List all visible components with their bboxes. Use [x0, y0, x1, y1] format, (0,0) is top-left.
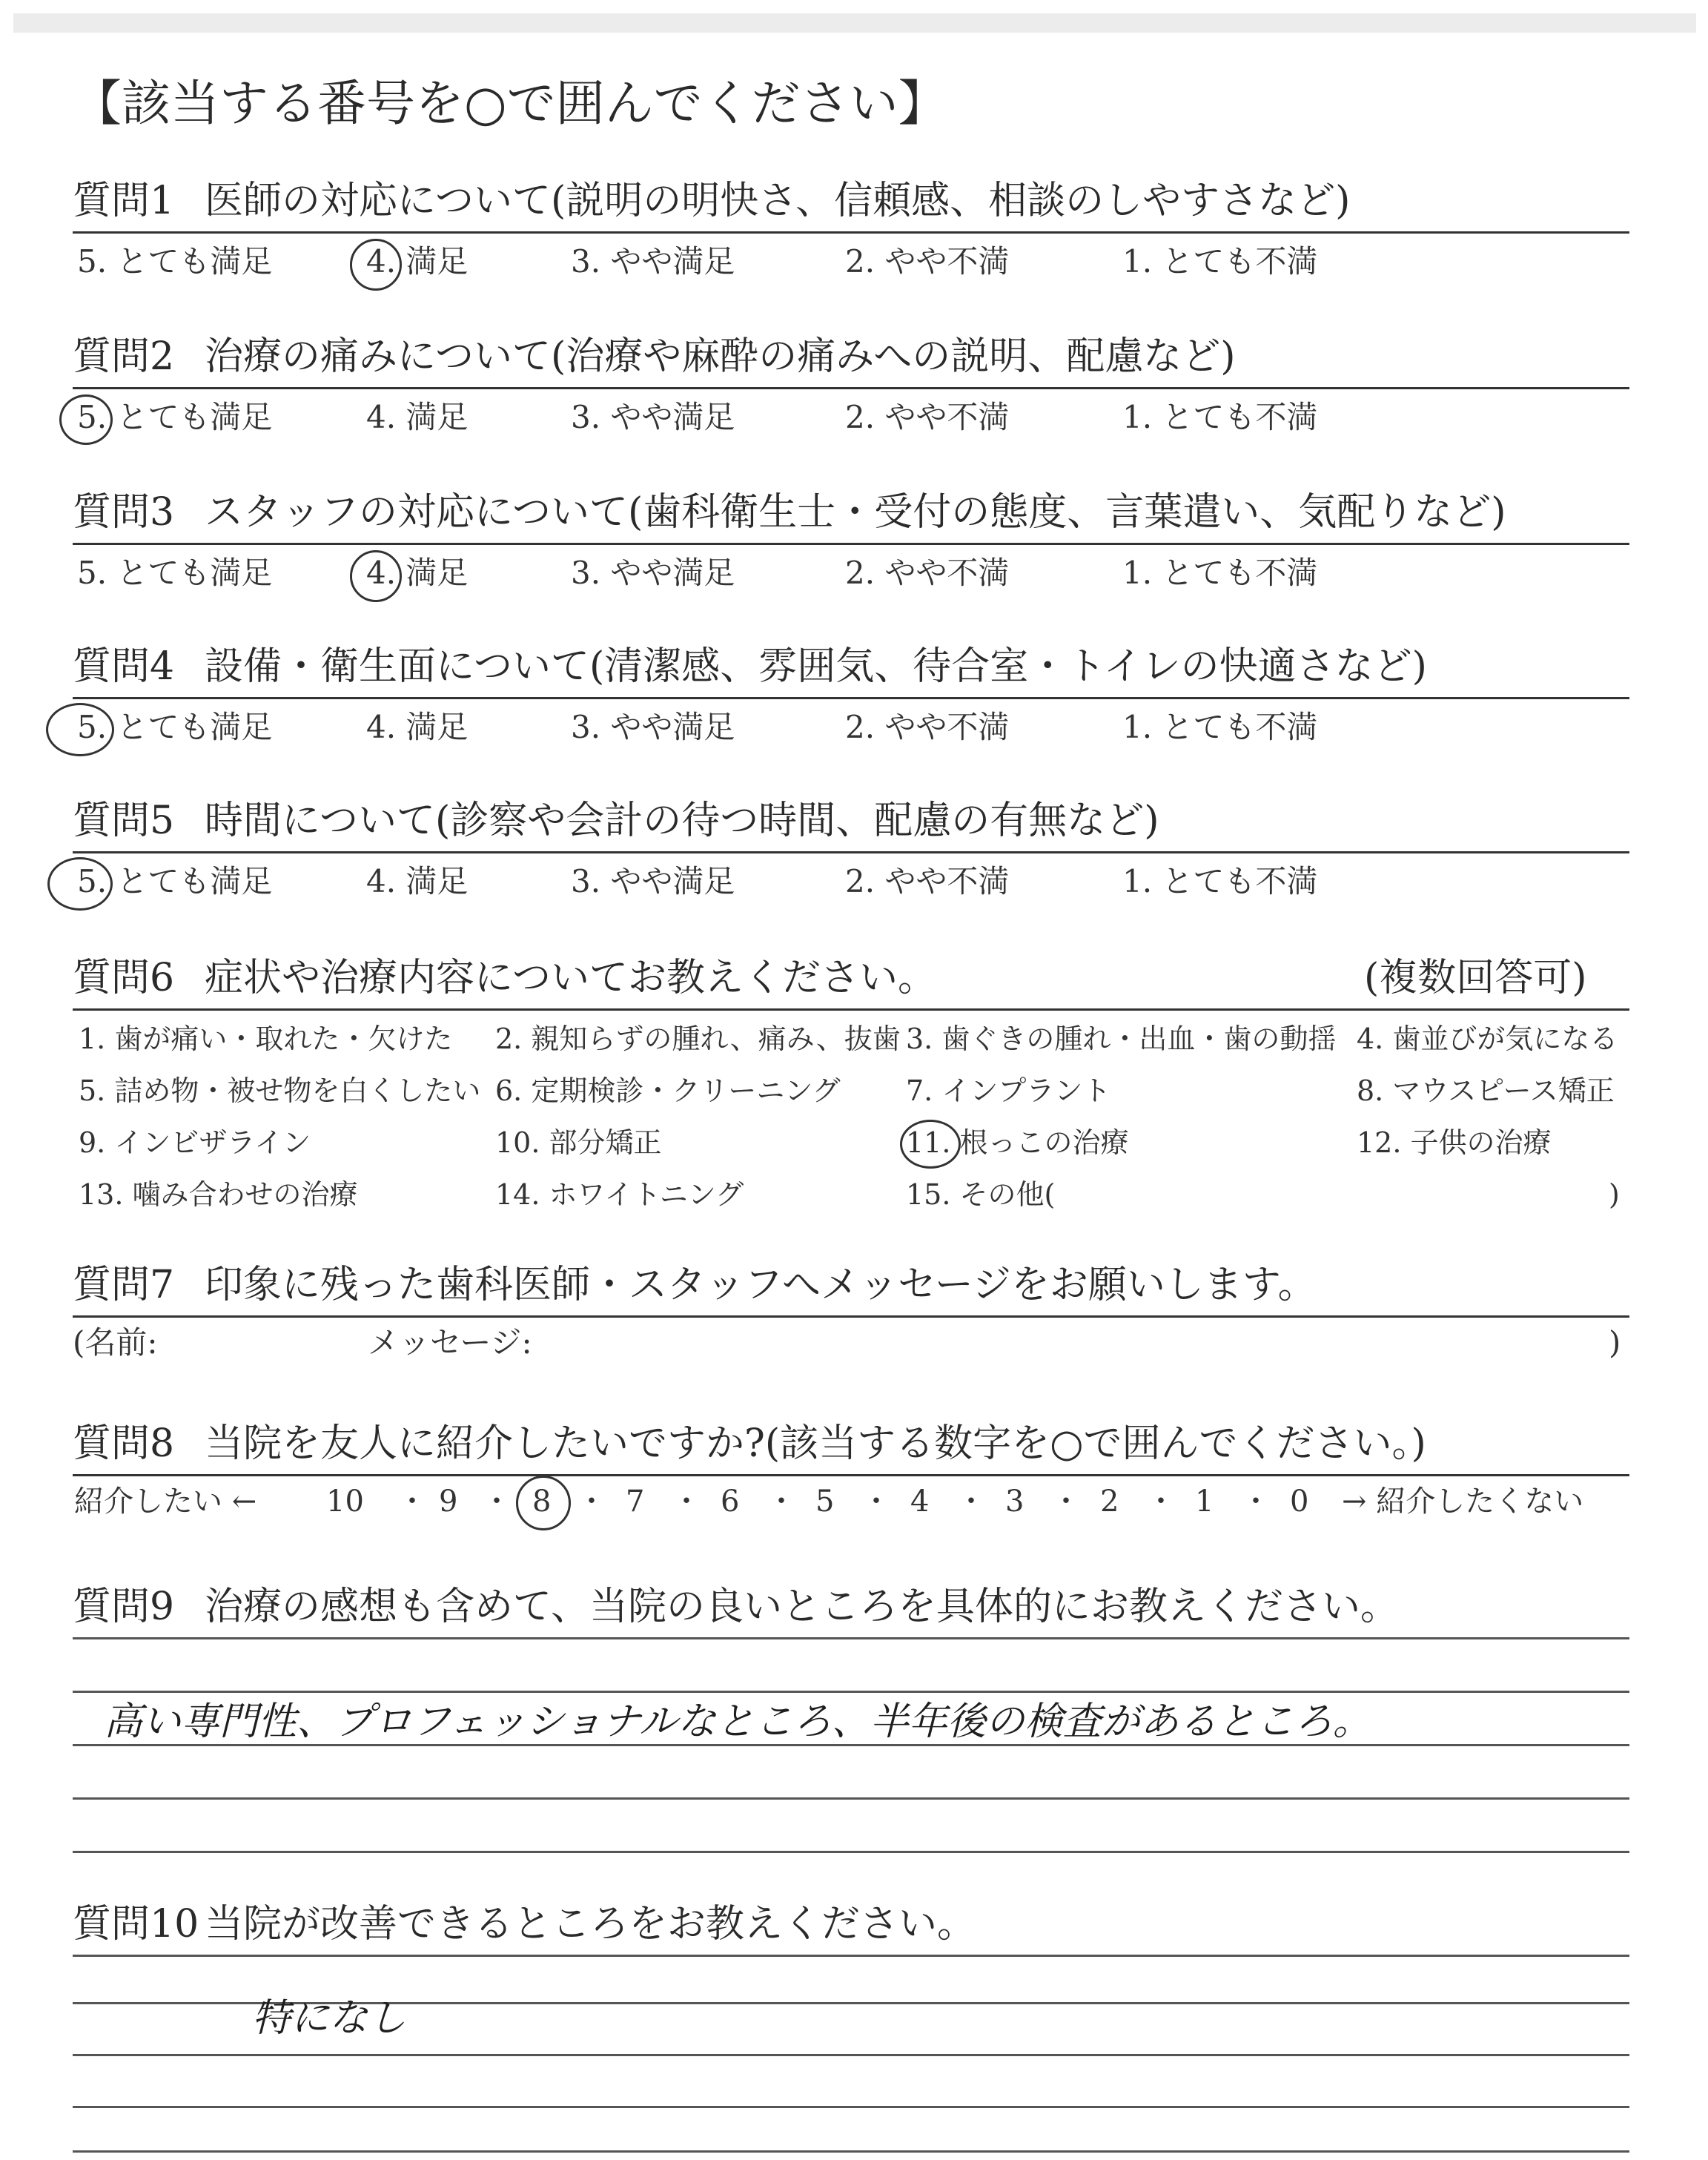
question-6-rule: [73, 1008, 1629, 1011]
question-4-rule: [73, 697, 1629, 699]
q6-item-15[interactable]: 15. その他(: [906, 1178, 1056, 1211]
q1-option-2[interactable]: 2. やや不満: [845, 243, 1010, 280]
q5-option-1[interactable]: 1. とても不満: [1122, 863, 1318, 899]
question-6-note: (複数回答可): [1364, 956, 1587, 1000]
q5-option-2[interactable]: 2. やや不満: [845, 863, 1010, 899]
q4-option-1[interactable]: 1. とても不満: [1122, 709, 1318, 745]
question-9-title: 質問9 治療の感想も含めて、当院の良いところを具体的にお教えください。: [73, 1585, 1399, 1629]
page-title: 【該当する番号を○で囲んでください】: [73, 75, 947, 132]
q2-option-5[interactable]: 5. とても満足: [77, 399, 273, 435]
q3-option-5[interactable]: 5. とても満足: [77, 555, 273, 591]
q8-value-0[interactable]: 0: [1290, 1484, 1309, 1519]
q8-right-label: → 紹介したくない: [1342, 1484, 1584, 1519]
q8-dot: ・: [1241, 1484, 1271, 1519]
q4-selected-circle: [46, 703, 114, 756]
question-7-title: 質問7 印象に残った歯科医師・スタッフへメッセージをお願いします。: [73, 1263, 1317, 1307]
q6-item-6[interactable]: 6. 定期検診・クリーニング: [495, 1074, 841, 1107]
q8-value-2[interactable]: 2: [1100, 1484, 1119, 1519]
q1-selected-circle: [350, 239, 402, 291]
q2-option-4[interactable]: 4. 満足: [366, 399, 469, 435]
q6-item-4[interactable]: 4. 歯並びが気になる: [1357, 1023, 1618, 1055]
q2-option-1[interactable]: 1. とても不満: [1122, 399, 1318, 435]
q8-value-9[interactable]: 9: [439, 1484, 458, 1519]
q2-option-3[interactable]: 3. やや満足: [571, 399, 735, 435]
q9-line-5: [73, 1851, 1629, 1853]
question-3-rule: [73, 543, 1629, 545]
q10-handwritten-answer: 特になし: [252, 1996, 407, 2041]
q5-option-5[interactable]: 5. とても満足: [77, 863, 273, 899]
q10-line-5: [73, 2150, 1629, 2153]
q1-option-1[interactable]: 1. とても不満: [1122, 243, 1318, 280]
q3-option-4[interactable]: 4. 満足: [366, 555, 469, 591]
q6-item-14[interactable]: 14. ホワイトニング: [495, 1178, 744, 1211]
q5-option-4[interactable]: 4. 満足: [366, 863, 469, 899]
q8-dot: ・: [956, 1484, 986, 1519]
question-7-rule: [73, 1315, 1629, 1318]
q8-value-3[interactable]: 3: [1005, 1484, 1025, 1519]
question-4-title: 質問4 設備・衛生面について(清潔感、雰囲気、待合室・トイレの快適さなど): [73, 644, 1427, 689]
q10-line-4: [73, 2106, 1629, 2108]
q2-option-2[interactable]: 2. やや不満: [845, 399, 1010, 435]
question-3-title: 質問3 スタッフの対応について(歯科衛生士・受付の態度、言葉遣い、気配りなど): [73, 490, 1506, 535]
question-1-rule: [73, 231, 1629, 234]
q8-value-10[interactable]: 10: [326, 1484, 364, 1519]
q6-item-8[interactable]: 8. マウスピース矯正: [1357, 1074, 1615, 1107]
q5-selected-circle: [47, 857, 113, 911]
q4-option-5[interactable]: 5. とても満足: [77, 709, 273, 745]
q10-line-3: [73, 2054, 1629, 2056]
q7-close-paren: ): [1609, 1324, 1621, 1361]
q6-item-12[interactable]: 12. 子供の治療: [1357, 1126, 1552, 1159]
q8-value-4[interactable]: 4: [910, 1484, 930, 1519]
question-5-title: 質問5 時間について(診察や会計の待つ時間、配慮の有無など): [73, 799, 1159, 843]
q6-item-15-close: ): [1609, 1178, 1620, 1211]
q6-item-1[interactable]: 1. 歯が痛い・取れた・欠けた: [79, 1023, 453, 1055]
q8-value-7[interactable]: 7: [626, 1484, 645, 1519]
q8-left-label: 紹介したい ←: [74, 1484, 257, 1519]
question-5-rule: [73, 851, 1629, 853]
q1-option-3[interactable]: 3. やや満足: [571, 243, 735, 280]
question-10-title: 質問10 当院が改善できるところをお教えください。: [73, 1902, 976, 1946]
q8-value-6[interactable]: 6: [721, 1484, 740, 1519]
q6-item-10[interactable]: 10. 部分矯正: [495, 1126, 662, 1159]
q8-dot: ・: [672, 1484, 701, 1519]
q8-dot: ・: [1146, 1484, 1176, 1519]
q5-option-3[interactable]: 3. やや満足: [571, 863, 735, 899]
q2-selected-circle: [59, 394, 113, 445]
q8-value-8[interactable]: 8: [532, 1484, 552, 1519]
question-2-title: 質問2 治療の痛みについて(治療や麻酔の痛みへの説明、配慮など): [73, 334, 1236, 379]
scan-top-edge: [13, 13, 1696, 33]
q6-item-2[interactable]: 2. 親知らずの腫れ、痛み、抜歯: [495, 1023, 901, 1055]
q1-option-4[interactable]: 4. 満足: [366, 243, 469, 280]
q6-item-11[interactable]: 11. 根っこの治療: [906, 1126, 1129, 1159]
q4-option-4[interactable]: 4. 満足: [366, 709, 469, 745]
question-8-title: 質問8 当院を友人に紹介したいですか?(該当する数字を○で囲んでください。): [73, 1421, 1426, 1466]
q1-option-5[interactable]: 5. とても満足: [77, 243, 273, 280]
q9-line-2: [73, 1691, 1629, 1693]
q6-item-7[interactable]: 7. インプラント: [906, 1074, 1111, 1107]
q6-item-5[interactable]: 5. 詰め物・被せ物を白くしたい: [79, 1074, 481, 1107]
q4-option-3[interactable]: 3. やや満足: [571, 709, 735, 745]
q7-name-label: (名前:: [73, 1324, 158, 1361]
q6-item-3[interactable]: 3. 歯ぐきの腫れ・出血・歯の動揺: [906, 1023, 1337, 1055]
q9-line-1: [73, 1637, 1629, 1639]
q7-message-label: メッセージ:: [368, 1324, 532, 1361]
q8-dot: ・: [1051, 1484, 1081, 1519]
q9-handwritten-answer: 高い専門性、プロフェッショナルなところ、半年後の検査があるところ。: [104, 1700, 1371, 1744]
q6-selected-circle: [900, 1120, 961, 1169]
q8-dot: ・: [482, 1484, 512, 1519]
question-8-rule: [73, 1474, 1629, 1476]
q8-selected-circle: [516, 1476, 571, 1530]
q8-dot: ・: [861, 1484, 891, 1519]
q3-option-2[interactable]: 2. やや不満: [845, 555, 1010, 591]
q8-dot: ・: [577, 1484, 606, 1519]
q10-line-1: [73, 1955, 1629, 1957]
q8-value-1[interactable]: 1: [1195, 1484, 1214, 1519]
question-1-title: 質問1 医師の対応について(説明の明快さ、信頼感、相談のしやすさなど): [73, 179, 1351, 223]
question-2-rule: [73, 387, 1629, 389]
q9-line-4: [73, 1797, 1629, 1800]
q3-option-1[interactable]: 1. とても不満: [1122, 555, 1318, 591]
question-6-title: 質問6 症状や治療内容についてお教えください。: [73, 956, 936, 1000]
q8-dot: ・: [767, 1484, 796, 1519]
q4-option-2[interactable]: 2. やや不満: [845, 709, 1010, 745]
q8-dot: ・: [397, 1484, 427, 1519]
q6-item-13[interactable]: 13. 噛み合わせの治療: [79, 1178, 358, 1211]
q6-item-9[interactable]: 9. インビザライン: [79, 1126, 311, 1159]
q3-selected-circle: [350, 550, 402, 602]
q8-value-5[interactable]: 5: [815, 1484, 835, 1519]
q3-option-3[interactable]: 3. やや満足: [571, 555, 735, 591]
